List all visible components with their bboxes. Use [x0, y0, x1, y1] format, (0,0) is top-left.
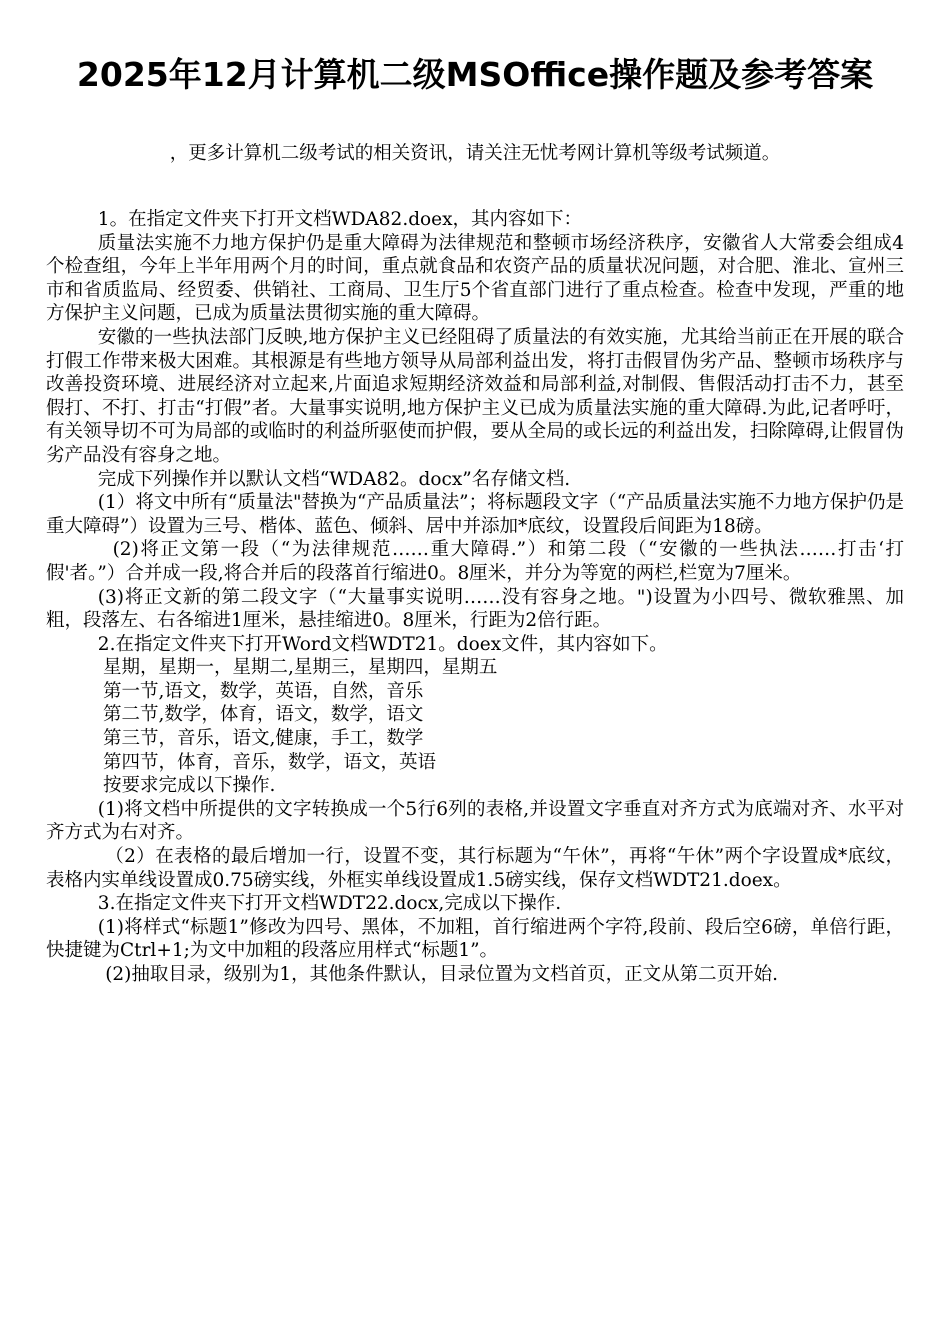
paragraph-step-3-1: (1)将样式“标题1”修改为四号、黑体，不加粗，首行缩进两个字符,段前、段后空6磅，单倍行距，快捷键为Ctrl+1;为文中加粗的段落应用样式“标题1”。	[46, 916, 904, 962]
paragraph-step-2-1: (1)将文档中所提供的文字转换成一个5行6列的表格,并设置文字垂直对齐方式为底端对齐、水平对齐方式为右对齐。	[46, 798, 904, 844]
paragraph-step-1-2: (2)将正文第一段（“为法律规范……重大障碍.”）和第二段（“安徽的一些执法……打击‘打假'者。”）合并成一段,将合并后的段落首行缩进0。8厘米，并分为等宽的两栏,栏宽为7厘米。	[46, 539, 904, 584]
paragraph-task-3: 3.在指定文件夹下打开文档WDT22.docx,完成以下操作.	[97, 893, 562, 915]
text-line: 按要求完成以下操作.	[103, 775, 276, 797]
paragraph-step-1-3: (3)将正文新的第二段文字（“大量事实说明……没有容身之地。")设置为小四号、微软雅黑、加粗，段落左、右各缩进1厘米，悬挂缩进0。8厘米，行距为2倍行距。	[46, 586, 904, 632]
document-title: 2025年12月计算机二级MSOffice操作题及参考答案	[76, 55, 874, 94]
text-line: 第一节,语文，数学，英语，自然，音乐	[103, 680, 424, 702]
text-line: 第三节，音乐，语文,健康，手工，数学	[103, 728, 424, 750]
document-body	[46, 208, 904, 987]
paragraph-step-2-2: （2）在表格的最后增加一行，设置不变，其行标题为“午休”，再将“午休”两个字设置成*底纹，表格内实单线设置成0.75磅实线，外框实单线设置成1.5磅实线，保存文档WDT21.doex。	[46, 846, 904, 891]
intro-line: ，更多计算机二级考试的相关资讯，请关注无忧考网计算机等级考试频道。	[169, 143, 781, 164]
paragraph-step-3-2: (2)抽取目录，级别为1，其他条件默认，目录位置为文档首页，正文从第二页开始.	[105, 964, 779, 985]
paragraph-step-1-1: (1）将文中所有“质量法"替换为“产品质量法”；将标题段文字（“产品质量法实施不力地方保护仍是重大障碍”）设置为三号、楷体、蓝色、倾斜、居中并添加*底纹，设置段后间距为18磅。	[46, 492, 904, 537]
timetable-text-lines	[46, 656, 904, 798]
paragraph-anhui: 安徽的一些执法部门反映,地方保护主义已经阻碍了质量法的有效实施，尤其给当前正在开展的联合打假工作带来极大困难。其根源是有些地方领导从局部利益出发，将打击假冒伪劣产品、整顿市场秩序与改善投资环境、进展经济对立起来,片面追求短期经济效益和局部利益,对制假、售假活动打击不力，甚至假打、不打、打击“打假”者。大量事实说明,地方保护主义已成为质量法实施的重大障碍.为此,记者呼吁，有关领导切不可为局部的或临时的利益所驱使而护假，要从全局的或长远的利益出发，扫除障碍,让假冒伪劣产品没有容身之地。	[46, 326, 904, 466]
paragraph-save-instruction: 完成下列操作并以默认文档“WDA82。docx”名存储文档.	[97, 468, 571, 490]
text-line: 第二节,数学，体育，语文，数学，语文	[103, 704, 424, 726]
paragraph-quality-law: 质量法实施不力地方保护仍是重大障碍为法律规范和整顿市场经济秩序，安徽省人大常委会组成4个检查组，今年上半年用两个月的时间，重点就食品和农资产品的质量状况问题，对合肥、淮北、宣州三市和省质监局、经贸委、供销社、工商局、卫生厅5个省直部门进行了重点检查。检查中发现，严重的地方保护主义问题，已成为质量法贯彻实施的重大障碍。	[46, 232, 904, 325]
text-line: 第四节，体育，音乐，数学，语文，英语	[103, 751, 437, 773]
text-line: 星期，星期一，星期二,星期三，星期四，星期五	[103, 657, 498, 679]
paragraph-task-2: 2.在指定文件夹下打开Word文档WDT21。doex文件，其内容如下。	[97, 633, 668, 655]
paragraph-task-1: 1。在指定文件夹下打开文档WDA82.doex，其内容如下：	[97, 209, 583, 230]
